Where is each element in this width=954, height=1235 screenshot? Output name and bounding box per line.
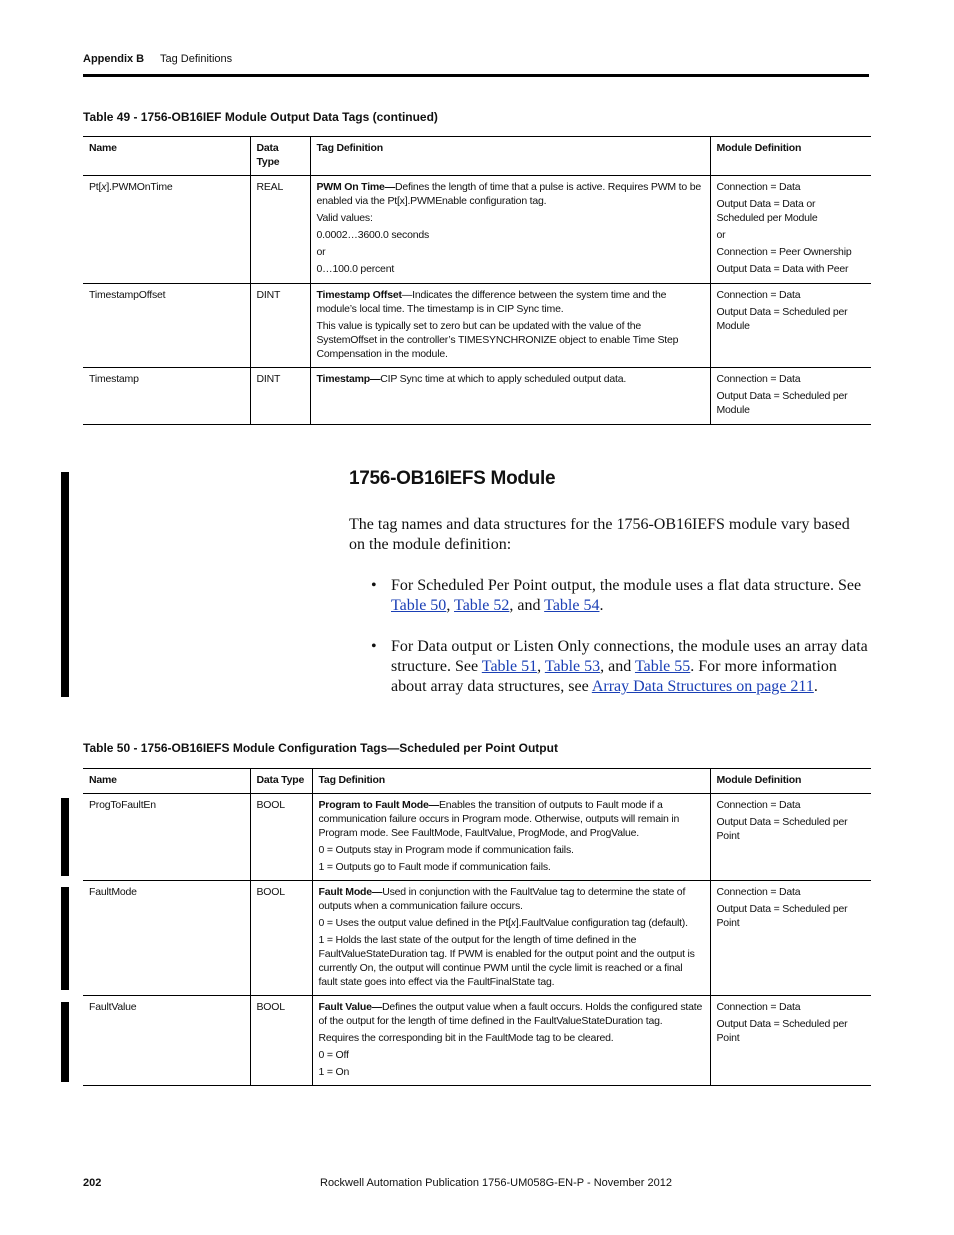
module-definition: Connection = Data Output Data = Data or Scheduled per Module or Connection = Peer Ownership Output Data = Data with Peer (710, 176, 871, 284)
link-table-55[interactable]: Table 55 (634, 658, 691, 675)
intro-paragraph: The tag names and data structures for the 1756-OB16IEFS module vary based on the module definition: (349, 516, 850, 553)
tag-name: FaultMode (83, 881, 250, 996)
table50-header-tagdef: Tag Definition (312, 769, 710, 794)
tag-definition: Fault Value—Defines the output value when a fault occurs. Holds the configured state of the output for the length of time defined in the FaultValueStateDuration tag. Requires the corresponding bit in the FaultMode tag to be cleared. 0 = Off 1 = On (312, 996, 710, 1086)
table50-header-moddef: Module Definition (710, 769, 871, 794)
bullet-text: For Scheduled Per Point output, the module uses a flat data structure. See Table 50, Table 52, and Table 54. (391, 577, 862, 614)
tag-name: FaultValue (83, 996, 250, 1086)
header-title: Tag Definitions (160, 53, 233, 65)
link-table-51[interactable]: Table 51 (481, 658, 538, 675)
data-type: REAL (250, 176, 310, 284)
running-header (83, 53, 869, 77)
tag-definition: Timestamp—CIP Sync time at which to apply scheduled output data. (310, 368, 710, 425)
table49-header-moddef: Module Definition (710, 137, 871, 176)
table-row (83, 794, 871, 881)
bullet-text: For Data output or Listen Only connections, the module uses an array data structure. See Table 51, Table 53, and Table 55. For more information about array data structures, see Array Data Structures on page 211. (391, 638, 868, 695)
tag-definition: PWM On Time—Defines the length of time that a pulse is active. Requires PWM to be enabled via the Pt[x].PWMEnable configuration tag. Valid values: 0.0002…3600.0 seconds or 0…100.0 percent (310, 176, 710, 284)
header-section: Appendix B (83, 53, 145, 65)
tag-name: Pt[x].PWMOnTime (83, 176, 250, 284)
table50 (83, 768, 871, 1086)
table-row (83, 284, 871, 368)
table-row (83, 176, 871, 284)
tag-name: Timestamp (83, 368, 250, 425)
data-type: BOOL (250, 996, 312, 1086)
link-array-data-structures[interactable]: Array Data Structures on page 211 (591, 678, 814, 695)
change-bar (61, 1002, 69, 1082)
module-definition: Connection = Data Output Data = Scheduled per Point (710, 881, 871, 996)
module-definition: Connection = Data Output Data = Scheduled per Module (710, 284, 871, 368)
table-row (83, 368, 871, 425)
link-table-54[interactable]: Table 54 (544, 597, 600, 614)
change-bar (61, 887, 69, 990)
page-number: 202 (83, 1177, 102, 1189)
table-row (83, 881, 871, 996)
change-bar (61, 798, 69, 876)
table50-header-name: Name (83, 769, 250, 794)
module-definition: Connection = Data Output Data = Scheduled per Point (710, 794, 871, 881)
change-bar (61, 472, 69, 697)
table50-header-type: Data Type (250, 769, 312, 794)
link-table-52[interactable]: Table 52 (454, 597, 510, 614)
data-type: BOOL (250, 881, 312, 996)
table49 (83, 136, 871, 425)
link-table-50[interactable]: Table 50 (391, 597, 447, 614)
link-table-53[interactable]: Table 53 (544, 658, 601, 675)
publication-info: Rockwell Automation Publication 1756-UM058G-EN-P - November 2012 (320, 1177, 672, 1189)
table-row (83, 996, 871, 1086)
table49-header-tagdef: Tag Definition (310, 137, 710, 176)
table49-caption: Table 49 - 1756-OB16IEF Module Output Data Tags (continued) (83, 110, 438, 124)
module-definition: Connection = Data Output Data = Scheduled per Module (710, 368, 871, 425)
table49-header-name: Name (83, 137, 250, 176)
module-definition: Connection = Data Output Data = Scheduled per Point (710, 996, 871, 1086)
table49-header-type: Data Type (250, 137, 310, 176)
data-type: BOOL (250, 794, 312, 881)
tag-definition: Program to Fault Mode—Enables the transition of outputs to Fault mode if a communication failure occurs in Program mode. Otherwise, outputs will remain in Program mode. See FaultMode, FaultValue, ProgMode, and ProgValue. 0 = Outputs stay in Program mode if communication fails. 1 = Outputs go to Fault mode if communication fails. (312, 794, 710, 881)
bullet-item (371, 637, 871, 701)
table50-caption: Table 50 - 1756-OB16IEFS Module Configuration Tags—Scheduled per Point Output (83, 741, 558, 755)
tag-definition: Timestamp Offset—Indicates the difference between the system time and the module’s local time. The timestamp is in CIP Sync time. This value is typically set to zero but can be updated with the value of the SystemOffset in the controller’s TIMESYNCHRONIZE object to enable Time Step Compensation in the module. (310, 284, 710, 368)
section-title: 1756-OB16IEFS Module (349, 468, 556, 489)
bullet-dot: • (371, 577, 377, 594)
data-type: DINT (250, 284, 310, 368)
tag-name: ProgToFaultEn (83, 794, 250, 881)
data-type: DINT (250, 368, 310, 425)
tag-name: TimestampOffset (83, 284, 250, 368)
bullet-dot: • (371, 638, 377, 655)
tag-definition: Fault Mode—Used in conjunction with the FaultValue tag to determine the state of outputs when a communication failure occurs. 0 = Uses the output value defined in the Pt[x].FaultValue configuration tag (default). 1 = Holds the last state of the output for the length of time defined in the FaultValueStateDuration tag. If PWM is enabled for the output point and the output is currently On, the output will continue PWM until the cycle limit is reached or a final fault state goes into effect via the FaultFinalState tag. (312, 881, 710, 996)
bullet-item (371, 576, 871, 620)
